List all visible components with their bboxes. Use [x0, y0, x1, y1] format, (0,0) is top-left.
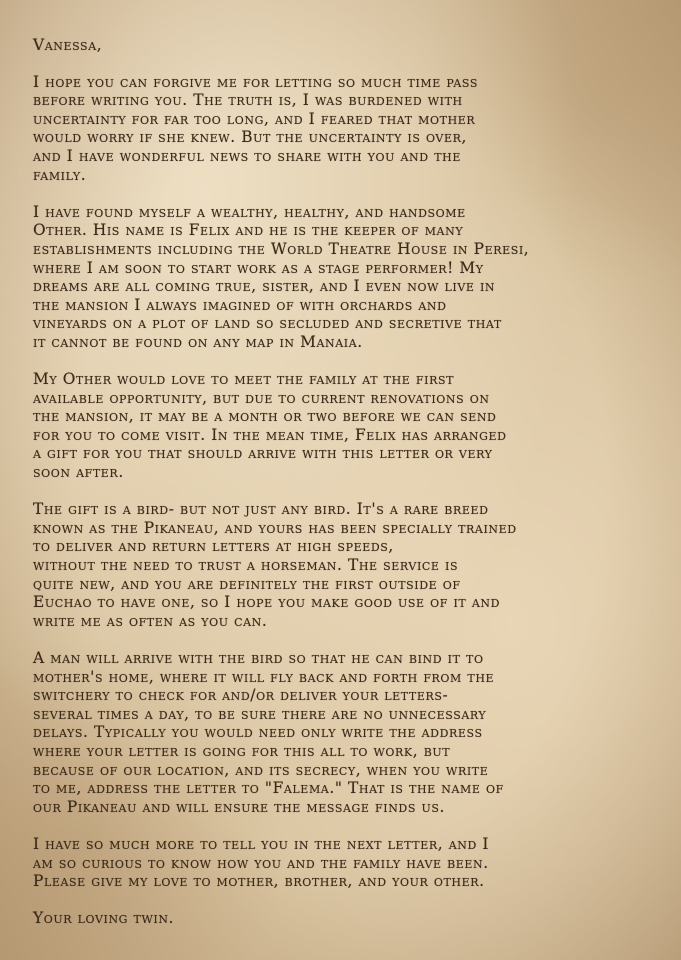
handwritten-letter [33, 36, 653, 928]
letter-closing: Your loving twin. [33, 909, 175, 928]
letter-paragraph-2 [33, 203, 653, 352]
letter-line: the mansion, it may be a month or two before we can send [33, 407, 497, 426]
letter-line: where your letter is going for this all to work, but [33, 741, 451, 760]
letter-line: I hope you can forgive me for letting so much time pass [33, 72, 478, 91]
letter-paragraph-5 [33, 649, 653, 816]
letter-paragraph-1 [33, 73, 653, 185]
letter-line: delays. Typically you would need only write the address [33, 723, 483, 742]
letter-paragraph-3 [33, 370, 653, 482]
letter-line: write me as often as you can. [33, 611, 268, 630]
letter-line: where I am soon to start work as a stage performer! My [33, 258, 484, 277]
letter-line: to me, address the letter to "Falema." That is the name of [33, 779, 504, 798]
letter-line: a gift for you that should arrive with this letter or very [33, 444, 493, 463]
letter-line: available opportunity, but due to current renovations on [33, 388, 490, 407]
letter-line: I have found myself a wealthy, healthy, and handsome [33, 202, 466, 221]
letter-line: before writing you. The truth is, I was burdened with [33, 91, 463, 110]
letter-line: several times a day, to be sure there are no unnecessary [33, 704, 487, 723]
letter-paragraph-4 [33, 500, 653, 630]
letter-line: mother's home, where it will fly back and forth from the [33, 667, 495, 686]
letter-line: for you to come visit. In the mean time, Felix has arranged [33, 425, 507, 444]
letter-line: soon after. [33, 463, 124, 482]
letter-line: switchery to check for and/or deliver your letters- [33, 686, 449, 705]
letter-line: without the need to trust a horseman. The service is [33, 556, 459, 575]
letter-paragraph-6 [33, 835, 653, 891]
letter-line: quite new, and you are definitely the first outside of [33, 574, 461, 593]
letter-line: A man will arrive with the bird so that he can bind it to [33, 649, 484, 667]
letter-line: My Other would love to meet the family at the first [33, 370, 455, 389]
letter-salutation: Vanessa, [33, 36, 103, 54]
letter-line: Other. His name is Felix and he is the keeper of many [33, 221, 464, 240]
letter-line: establishments including the World Theatre House in Peresi, [33, 239, 530, 258]
letter-line: The gift is a bird- but not just any bird. It's a rare breed [33, 500, 489, 519]
letter-line: the mansion I always imagined of with orchards and [33, 295, 447, 314]
letter-line: I have so much more to tell you in the next letter, and I [33, 834, 490, 853]
letter-line: because of our location, and its secrecy, when you write [33, 760, 489, 779]
letter-line: known as the Pikaneau, and yours has been specially trained [33, 518, 517, 537]
letter-line: would worry if she knew. But the uncertainty is over, [33, 128, 467, 147]
letter-line: Euchao to have one, so I hope you make good use of it and [33, 593, 501, 612]
letter-line: dreams are all coming true, sister, and I even now live in [33, 277, 496, 296]
letter-line: it cannot be found on any map in Manaia. [33, 332, 363, 351]
letter-line: vineyards on a plot of land so secluded and secretive that [33, 314, 502, 333]
letter-line: to deliver and return letters at high speeds, [33, 537, 394, 556]
letter-line: and I have wonderful news to share with you and the [33, 146, 461, 165]
letter-line: am so curious to know how you and the family have been. [33, 853, 489, 872]
letter-line: family. [33, 165, 87, 184]
letter-line: Please give my love to mother, brother, and your other. [33, 872, 485, 891]
letter-line: uncertainty for far too long, and I feared that mother [33, 109, 476, 128]
letter-line: our Pikaneau and will ensure the message finds us. [33, 797, 445, 816]
